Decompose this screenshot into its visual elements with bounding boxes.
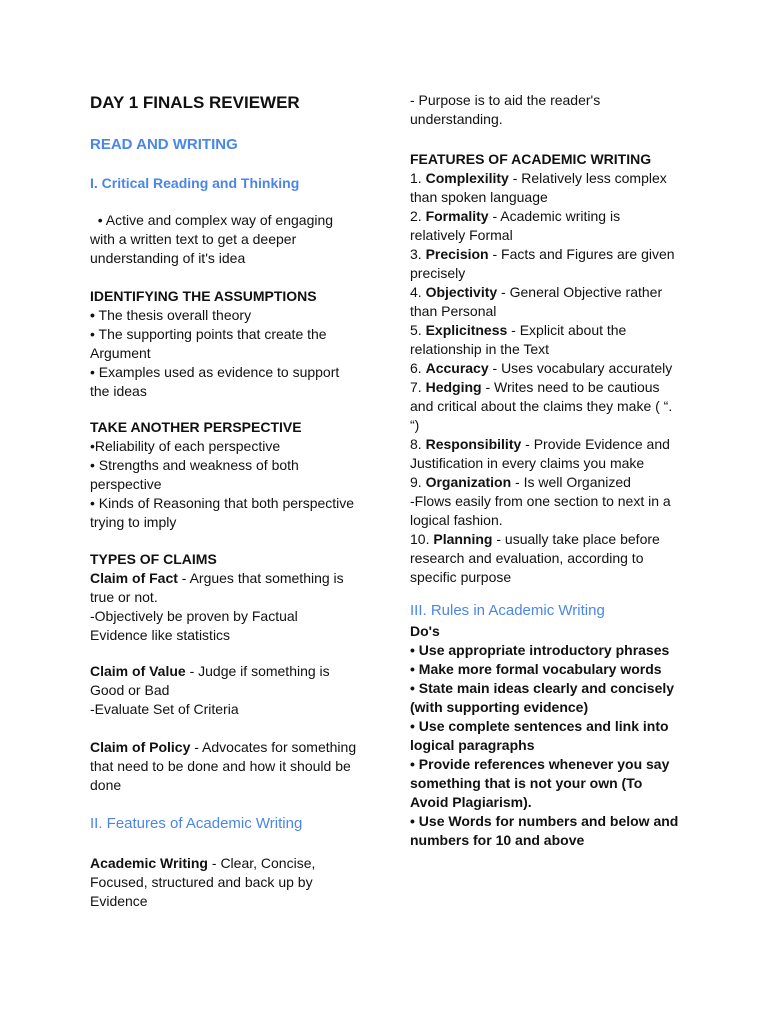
claim-policy: Claim of Policy - Advocates for something that need to be done and how it should be done xyxy=(90,739,357,793)
list-item: 9. Organization - Is well Organized xyxy=(410,474,631,490)
organization-note: -Flows easily from one section to next in a logical fashion. xyxy=(410,493,671,528)
list-item: 7. Hedging - Writes need to be cautious and critical about the claims they make ( “. “) xyxy=(410,379,673,433)
list-item: 1. Complexility - Relatively less complex than spoken language xyxy=(410,170,667,205)
list-item: 4. Objectivity - General Objective rather than Personal xyxy=(410,284,663,319)
list-item: 8. Responsibility - Provide Evidence and Justification in every claims you make xyxy=(410,436,670,471)
list-item: • Use appropriate introductory phrases xyxy=(410,642,670,658)
list-item: • The thesis overall theory xyxy=(90,307,252,323)
perspective-list xyxy=(90,437,355,532)
features-section-heading: II. Features of Academic Writing xyxy=(90,815,303,832)
page-title: DAY 1 FINALS REVIEWER xyxy=(90,93,300,112)
list-item: • Strengths and weakness of both perspective xyxy=(90,457,299,492)
list-item: • Use Words for numbers and below and numbers for 10 and above xyxy=(410,813,679,848)
rules-list xyxy=(410,622,682,850)
critical-desc: • Active and complex way of engaging with a written text to get a deeper understanding of it's idea xyxy=(90,212,334,266)
list-item: 10. Planning - usually take place before research and evaluation, according to specific purpose xyxy=(410,531,660,585)
list-item: • State main ideas clearly and concisely (with supporting evidence) xyxy=(410,680,675,715)
rules-heading: III. Rules in Academic Writing xyxy=(410,602,605,619)
perspective-heading: TAKE ANOTHER PERSPECTIVE xyxy=(90,419,302,435)
list-item: • The supporting points that create the Argument xyxy=(90,326,327,361)
list-item: • Provide references whenever you say something that is not your own (To Avoid Plagiarism). xyxy=(410,756,670,810)
list-item: 6. Accuracy - Uses vocabulary accurately xyxy=(410,360,673,376)
assumptions-list xyxy=(90,306,370,401)
claims-heading: TYPES OF CLAIMS xyxy=(90,551,217,567)
claim-fact: Claim of Fact - Argues that something is true or not. -Objectively be proven by Factual Evidence like statistics xyxy=(90,570,344,643)
dos-label: Do's xyxy=(410,623,440,639)
list-item: • Kinds of Reasoning that both perspective trying to imply xyxy=(90,495,355,530)
critical-heading: I. Critical Reading and Thinking xyxy=(90,175,300,191)
purpose-text: - Purpose is to aid the reader's understanding. xyxy=(410,92,601,127)
list-item: • Examples used as evidence to support the ideas xyxy=(90,364,340,399)
features-heading: FEATURES OF ACADEMIC WRITING xyxy=(410,151,652,167)
list-item: • Use complete sentences and link into logical paragraphs xyxy=(410,718,669,753)
list-item: • Make more formal vocabulary words xyxy=(410,661,662,677)
list-item: 3. Precision - Facts and Figures are given precisely xyxy=(410,246,675,281)
academic-writing-def: Academic Writing - Clear, Concise, Focused, structured and back up by Evidence xyxy=(90,855,316,909)
section-header: READ AND WRITING xyxy=(90,136,238,153)
list-item: •Reliability of each perspective xyxy=(90,438,281,454)
claim-value: Claim of Value - Judge if something is Good or Bad -Evaluate Set of Criteria xyxy=(90,663,330,717)
assumptions-heading: IDENTIFYING THE ASSUMPTIONS xyxy=(90,288,317,304)
list-item: 2. Formality - Academic writing is relatively Formal xyxy=(410,208,621,243)
features-list xyxy=(410,169,678,587)
list-item: 5. Explicitness - Explicit about the relationship in the Text xyxy=(410,322,627,357)
